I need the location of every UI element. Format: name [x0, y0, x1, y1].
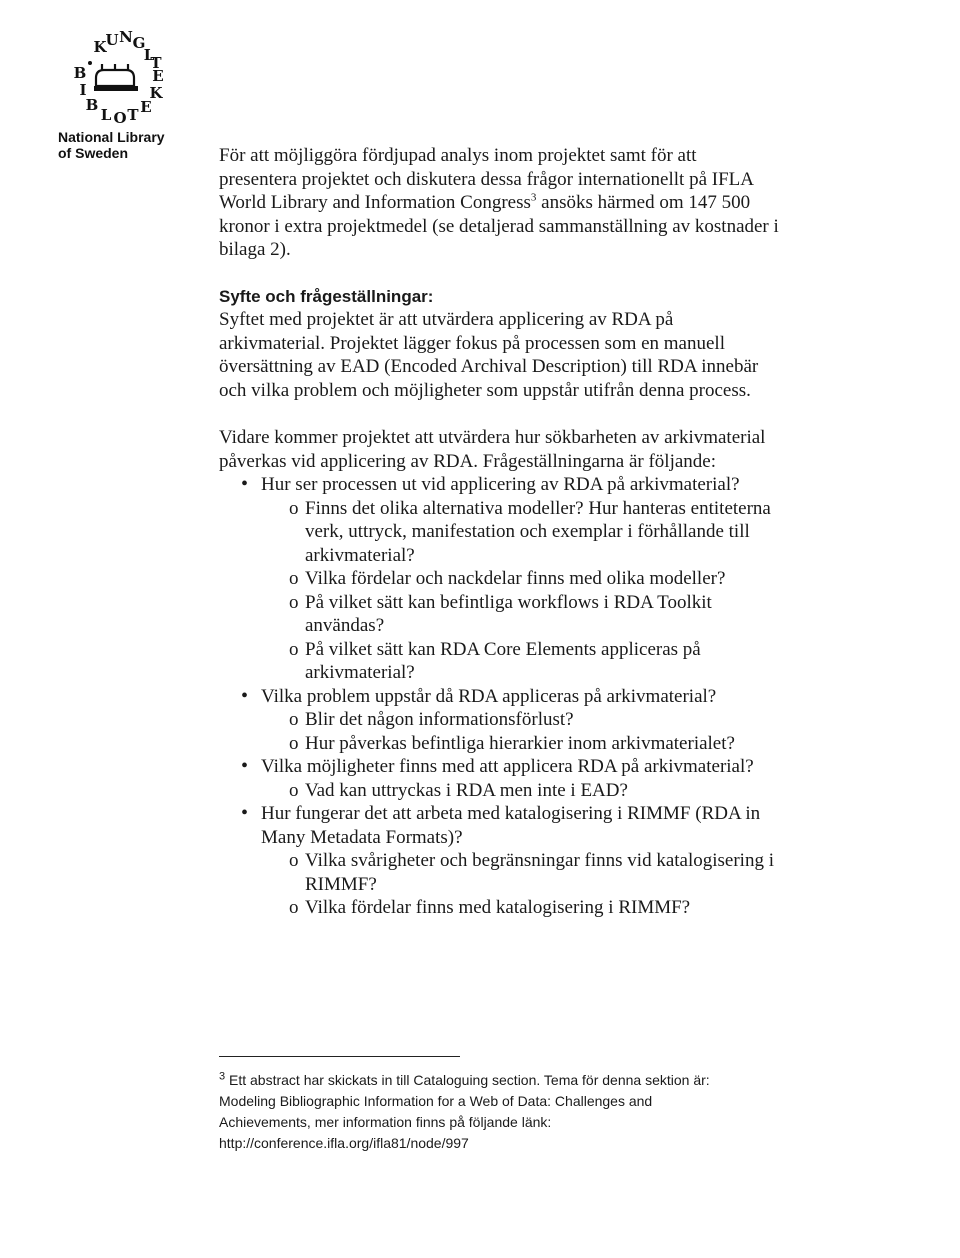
royal-library-seal-logo: [62, 28, 172, 128]
svg-text:L: L: [100, 106, 112, 124]
sub-question-item: o Vilka fördelar och nackdelar finns med olika modeller?: [261, 567, 779, 591]
library-name-line-2: of Sweden: [58, 145, 129, 161]
svg-text:G: G: [132, 34, 146, 52]
intro-paragraph: [219, 144, 779, 262]
sub-question-item: o Finns det olika alternativa modeller? Hur hanteras entiteterna verk, uttryck, manifestation och exemplar i förhållande till arkivmaterial?: [261, 497, 779, 568]
intro-text-continued: ansöks härmed om 147 500 kronor i extra projektmedel (se detaljerad sammanställning av kostnader i bilaga 2).: [219, 192, 779, 260]
sub-question-list: [261, 708, 779, 755]
svg-text:U: U: [105, 31, 119, 49]
document-body: [219, 144, 779, 920]
section-heading: Syfte och frågeställningar:: [219, 286, 434, 306]
sub-question-item: o Vilka svårigheter och begränsningar finns vid katalogisering i RIMMF?: [261, 849, 779, 896]
footnote-line: Achievements, mer information finns på följande länk:: [219, 1114, 552, 1130]
sub-question-list: [261, 497, 779, 685]
footnote: [219, 1070, 739, 1154]
svg-text:I: I: [79, 81, 87, 99]
question-item: [219, 802, 779, 920]
questions-lead-paragraph: Vidare kommer projektet att utvärdera hur sökbarheten av arkivmaterial påverkas vid applicering av RDA. Frågeställningarna är följande:: [219, 427, 766, 472]
library-name: [58, 129, 208, 161]
svg-text:B: B: [73, 64, 87, 82]
footnote-reference: 3: [530, 191, 537, 204]
question-text: Vilka möjligheter finns med att applicera RDA på arkivmaterial?: [261, 756, 754, 777]
footnote-text: Ett abstract har skickats in till Cataloguing section. Tema för denna sektion är:: [225, 1072, 710, 1088]
aim-paragraph: Syftet med projektet är att utvärdera applicering av RDA på arkivmaterial. Projektet lägger fokus på processen som en manuell översättning av EAD (Encoded Archival Description) till RDA innebär och vilka problem och möjligheter som uppstår utifrån denna process.: [219, 309, 759, 401]
sub-question-item: o Blir det någon informationsförlust?: [261, 708, 779, 732]
footnote-divider: [219, 1056, 460, 1057]
svg-text:B: B: [85, 96, 99, 114]
sub-question-item: o På vilket sätt kan befintliga workflows i RDA Toolkit användas?: [261, 591, 779, 638]
question-text: Vilka problem uppstår då RDA appliceras på arkivmaterial?: [261, 685, 717, 707]
svg-text:T: T: [127, 106, 139, 124]
footnote-link[interactable]: http://conference.ifla.org/ifla81/node/997: [219, 1135, 469, 1151]
footnote-line: [219, 1070, 739, 1091]
footnote-number: 3: [219, 1070, 226, 1083]
svg-text:N: N: [119, 28, 133, 46]
sub-question-item: o Vad kan uttryckas i RDA men inte i EAD?: [261, 779, 779, 803]
question-item: [219, 755, 779, 802]
svg-text:E: E: [140, 98, 152, 116]
footnote-line: Modeling Bibliographic Information for a Web of Data: Challenges and: [219, 1093, 653, 1109]
question-text: Hur fungerar det att arbeta med katalogisering i RIMMF (RDA in Many Metadata Formats)?: [261, 803, 761, 848]
question-item: [219, 473, 779, 685]
sub-question-item: o Vilka fördelar finns med katalogisering i RIMMF?: [261, 896, 779, 920]
intro-text: För att möjliggöra fördjupad analys inom projektet samt för att presentera projektet och diskutera dessa frågor internationellt på IFLA World Library and Information Congress: [219, 145, 753, 213]
svg-text:K: K: [93, 38, 107, 56]
question-item: [219, 685, 779, 756]
sub-question-list: [261, 779, 779, 803]
sub-question-list: [261, 849, 779, 920]
svg-text:T: T: [150, 54, 162, 72]
question-text: Hur ser processen ut vid applicering av RDA på arkivmaterial?: [261, 474, 740, 495]
sub-question-item: o Hur påverkas befintliga hierarkier inom arkivmaterialet?: [261, 732, 779, 756]
svg-text:O: O: [113, 109, 127, 127]
sub-question-item: o På vilket sätt kan RDA Core Elements appliceras på arkivmaterial?: [261, 638, 779, 685]
svg-text:E: E: [152, 67, 164, 85]
svg-text:L: L: [143, 46, 155, 64]
question-list: [219, 473, 779, 920]
library-name-line-1: National Library: [58, 129, 165, 145]
svg-text:K: K: [149, 84, 163, 102]
